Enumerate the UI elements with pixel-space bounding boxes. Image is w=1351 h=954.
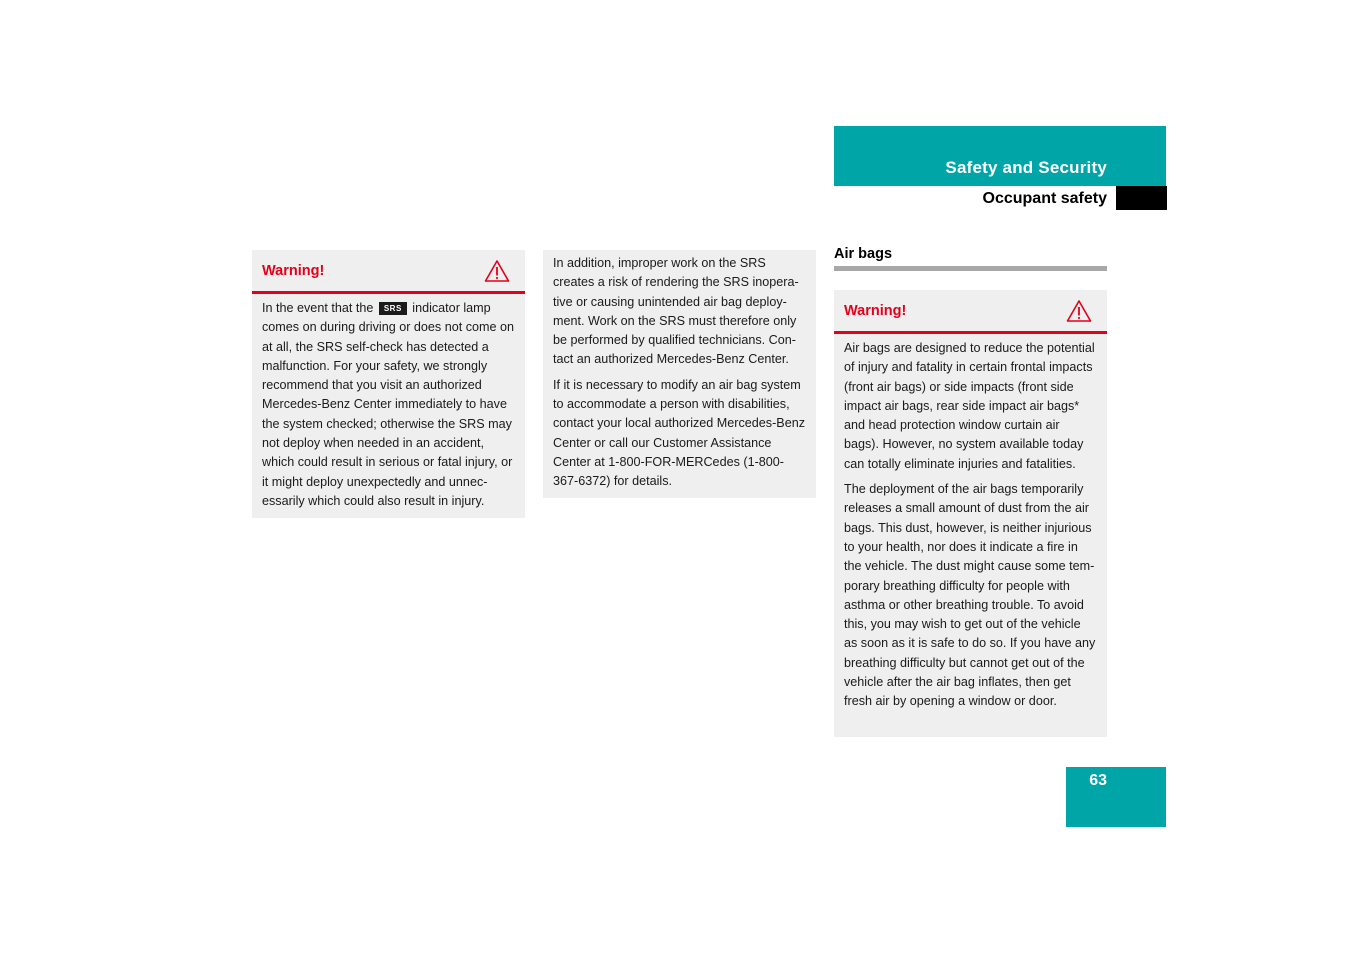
paragraph: The deployment of the air bags temporarily releases a small amount of dust from the air bags. This dust, however, is neither injurious to your health, nor does it indicate a fire in the vehicle. The dust might cause some temporary breathing difficulty for people with asthma or other breathing trouble. To avoid this, you may wish to get out of the vehicle as soon as it is safe to do so. If you have any breathing difficulty but cannot get out of the vehicle after the air bag inflates, then get fresh air by opening a window or door.	[844, 482, 1096, 709]
warning-body	[834, 334, 1107, 718]
warning-triangle-icon	[1066, 299, 1092, 323]
paragraph: If it is necessary to modify an air bag system to accommodate a person with disabilities, contact your local authorized Mercedes-Benz Center or call our Customer Assistance Center at 1-800-FOR-MERCedes (1-800-367-6372) for details.	[553, 377, 806, 489]
heading-rule	[834, 266, 1107, 271]
warning-triangle-icon	[484, 259, 510, 283]
paragraph: Air bags are designed to reduce the potential of injury and fatality in certain frontal impacts (front air bags) or side impacts (front side impact air bags, rear side impact air bags* and head protection window curtain air bags). However, no system available today can totally eliminate injuries and fatalities.	[844, 341, 1095, 471]
warning-label: Warning!	[262, 263, 325, 279]
warning-header	[252, 250, 525, 294]
page-number: 63	[1089, 772, 1107, 789]
section-tab-marker	[1116, 186, 1167, 210]
warning-label: Warning!	[844, 303, 907, 319]
section-title: Safety and Security	[945, 158, 1107, 177]
paragraph: In addition, improper work on the SRS creates a risk of rendering the SRS inoperative or causing unintended air bag deployment. Work on the SRS must therefore only be performed by qualified technicians. Contact an authorized Mercedes-Benz Center.	[553, 256, 799, 367]
warning-body	[252, 294, 525, 517]
continuation-body	[543, 250, 816, 498]
airbags-heading: Air bags	[834, 246, 893, 262]
srs-warning-text: In the event that the SRS indicator lamp comes on during driving or does not come on at all, the SRS self-check has detected a malfunction. For your safety, we strongly recommend that you visit an authorized Mercedes-Benz Center immediately to have the system checked; otherwise the SRS may not deploy when needed in an accident, which could result in serious or fatal injury, or it might deploy unexpectedly and unnecessarily which could also result in injury.	[262, 301, 515, 508]
srs-indicator-icon: SRS	[379, 302, 407, 315]
srs-continuation-box	[543, 250, 816, 498]
warning-header	[834, 290, 1107, 334]
srs-warning-box	[252, 250, 525, 518]
airbags-warning-box	[834, 290, 1107, 737]
subsection-title: Occupant safety	[982, 190, 1107, 207]
